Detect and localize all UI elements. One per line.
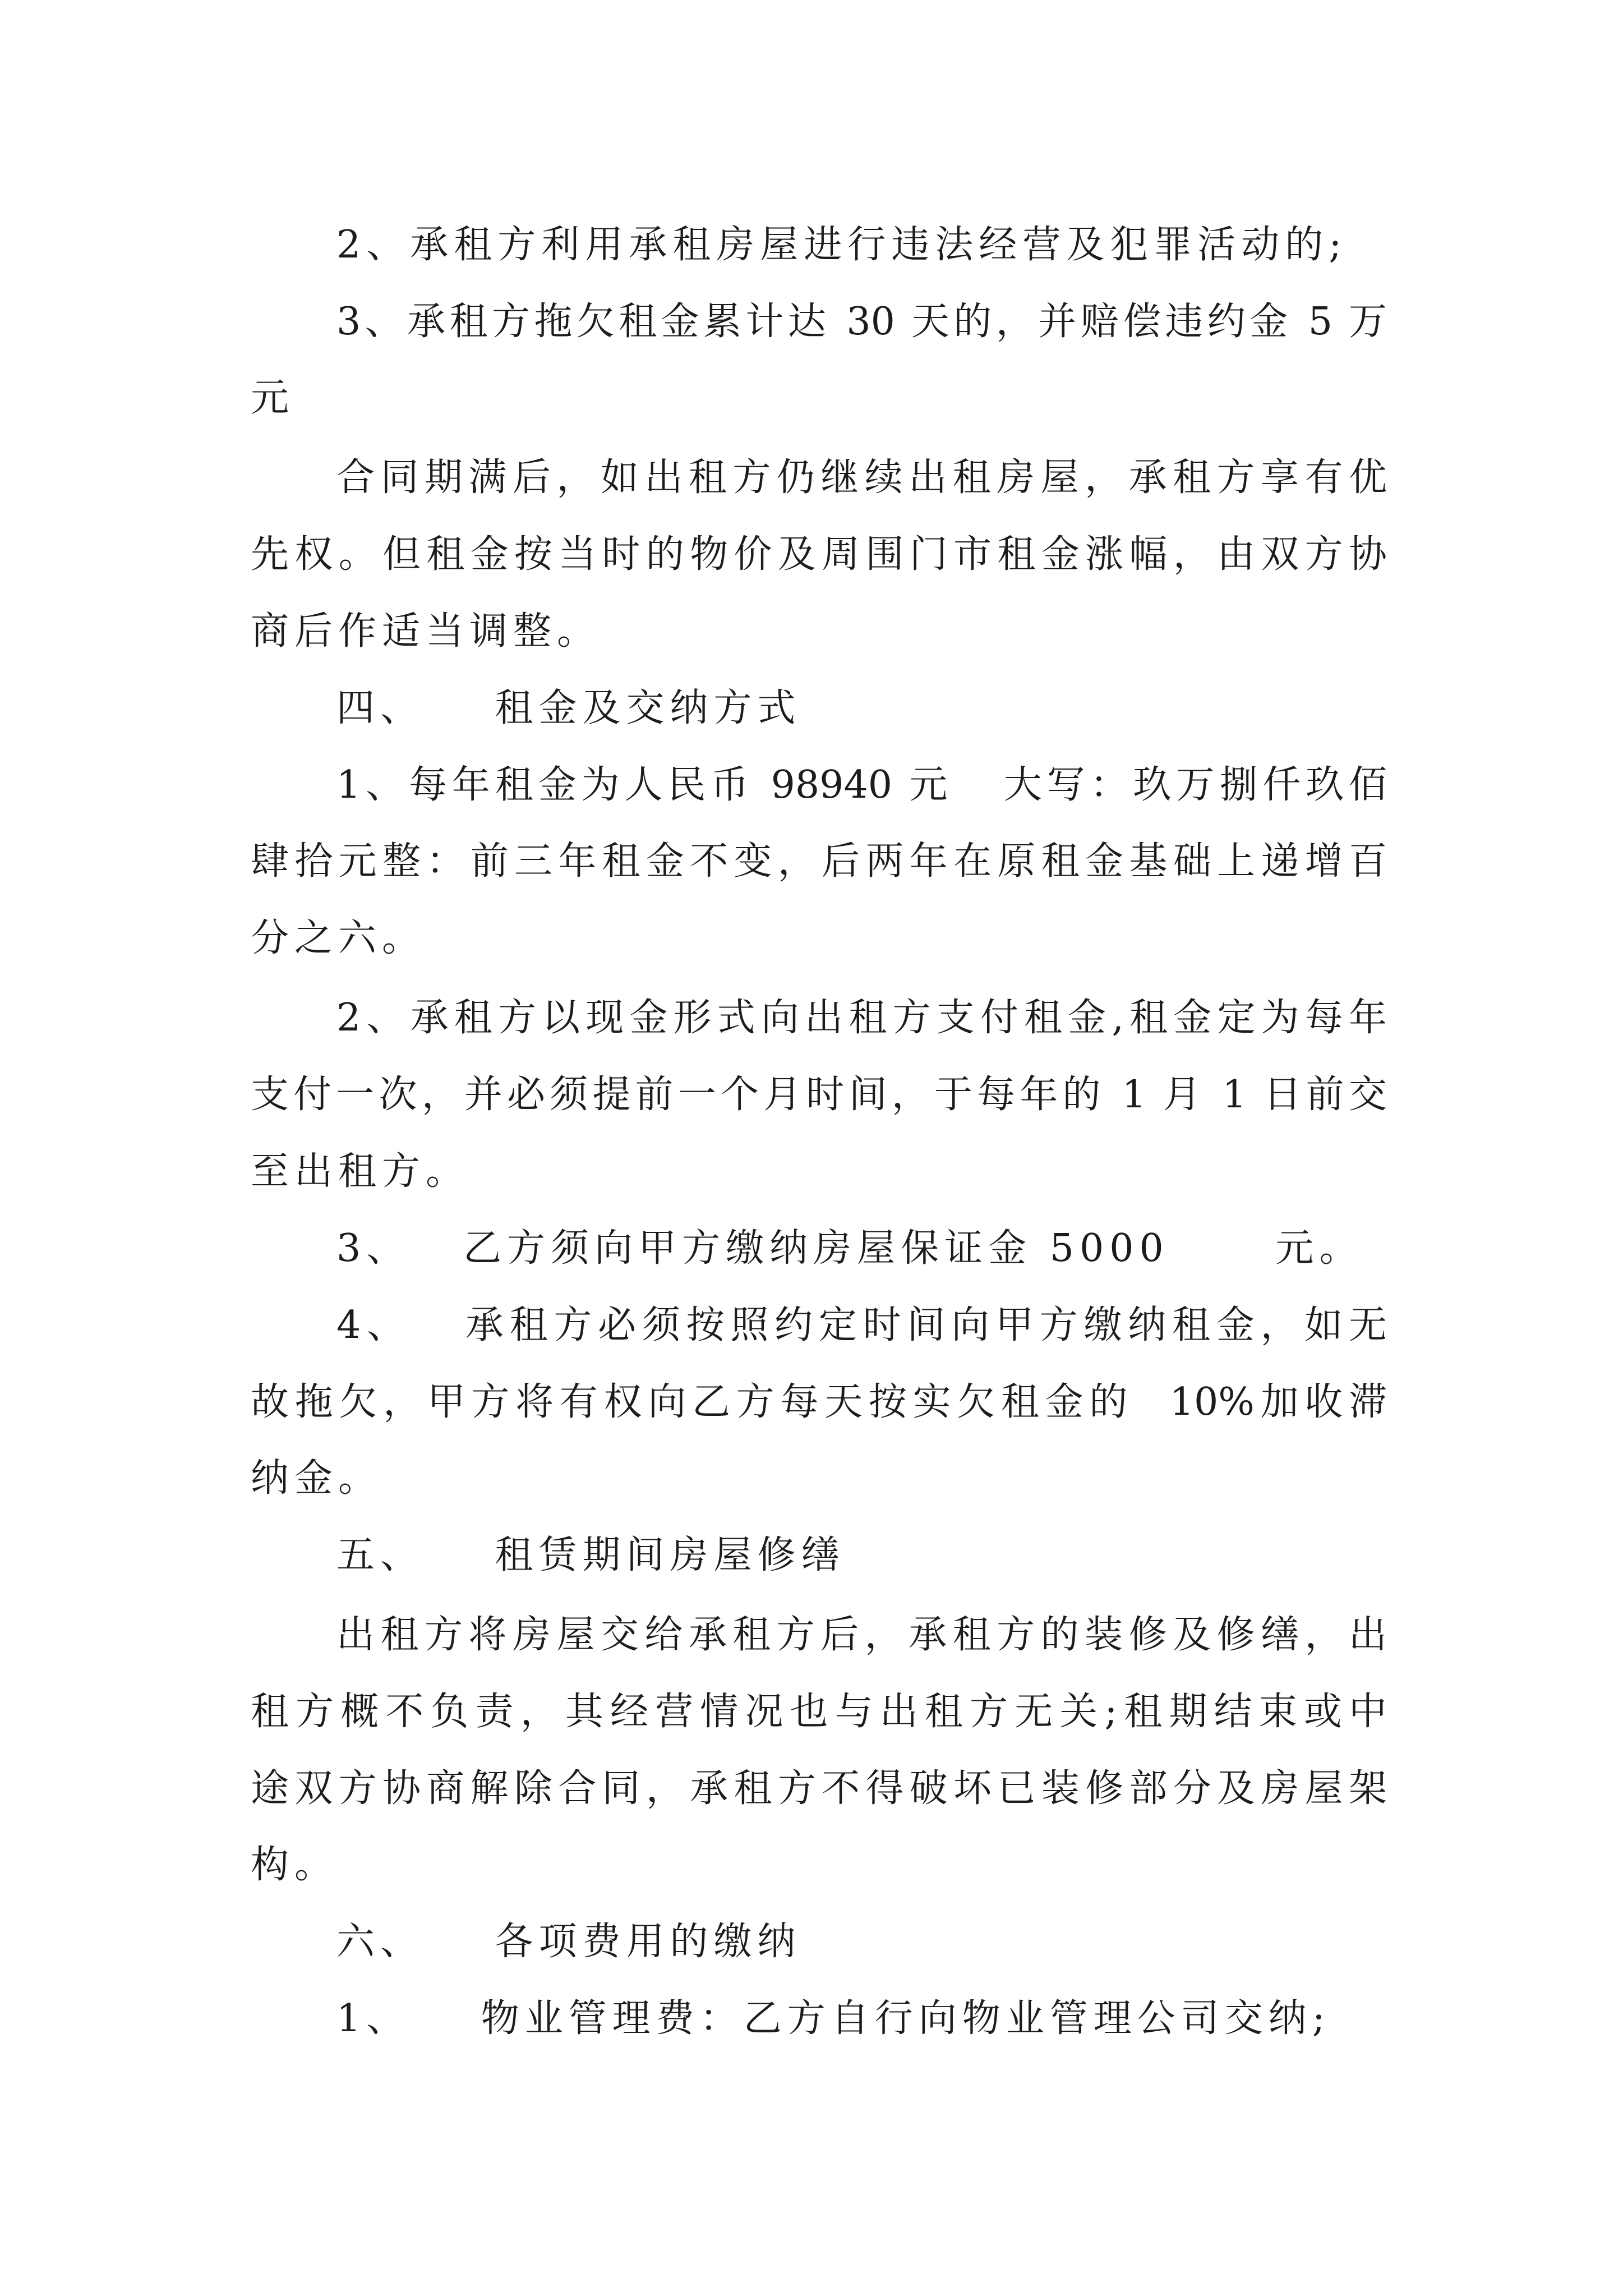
text-line: 4、 承租方必须按照约定时间向甲方缴纳租金，如无 [336, 1303, 1387, 1347]
text-line: 合同期满后，如出租方仍继续出租房屋，承租方享有优 [336, 455, 1387, 500]
text-line: 分之六。 [251, 916, 426, 960]
text-line: 1、每年租金为人民币 98940 元 大写：玖万捌仟玖佰 [336, 763, 1387, 807]
text-line: 先权。但租金按当时的物价及周围门市租金涨幅，由双方协 [251, 532, 1387, 577]
text-line: 3、承租方拖欠租金累计达 30 天的，并赔偿违约金 5 万 [336, 300, 1387, 344]
section-heading: 五、 租赁期间房屋修缮 [336, 1533, 845, 1577]
text-line: 租方概不负责，其经营情况也与出租方无关;租期结束或中 [251, 1690, 1387, 1734]
text-line: 构。 [251, 1843, 339, 1887]
text-line: 支付一次，并必须提前一个月时间，于每年的 1 月 1 日前交 [251, 1073, 1387, 1117]
section-heading: 四、 租金及交纳方式 [336, 686, 801, 730]
text-line: 2、承租方利用承租房屋进行违法经营及犯罪活动的; [336, 223, 1348, 267]
text-line: 至出租方。 [251, 1149, 470, 1194]
text-line: 元 [251, 376, 295, 420]
text-line: 3、 乙方须向甲方缴纳房屋保证金 5000 元。 [336, 1226, 1363, 1271]
text-line: 商后作适当调整。 [251, 609, 601, 654]
text-line: 出租方将房屋交给承租方后，承租方的装修及修缮，出 [336, 1613, 1387, 1657]
text-line: 肆拾元整：前三年租金不变，后两年在原租金基础上递增百 [251, 839, 1387, 884]
text-line: 途双方协商解除合同，承租方不得破坏已装修部分及房屋架 [251, 1766, 1387, 1811]
text-line: 故拖欠，甲方将有权向乙方每天按实欠租金的 10%加收滞 [251, 1380, 1387, 1424]
text-line: 2、承租方以现金形式向出租方支付租金,租金定为每年 [336, 996, 1387, 1040]
text-line: 纳金。 [251, 1456, 382, 1501]
text-line: 1、 物业管理费：乙方自行向物业管理公司交纳; [336, 1996, 1331, 2041]
section-heading: 六、 各项费用的缴纳 [336, 1920, 801, 1964]
